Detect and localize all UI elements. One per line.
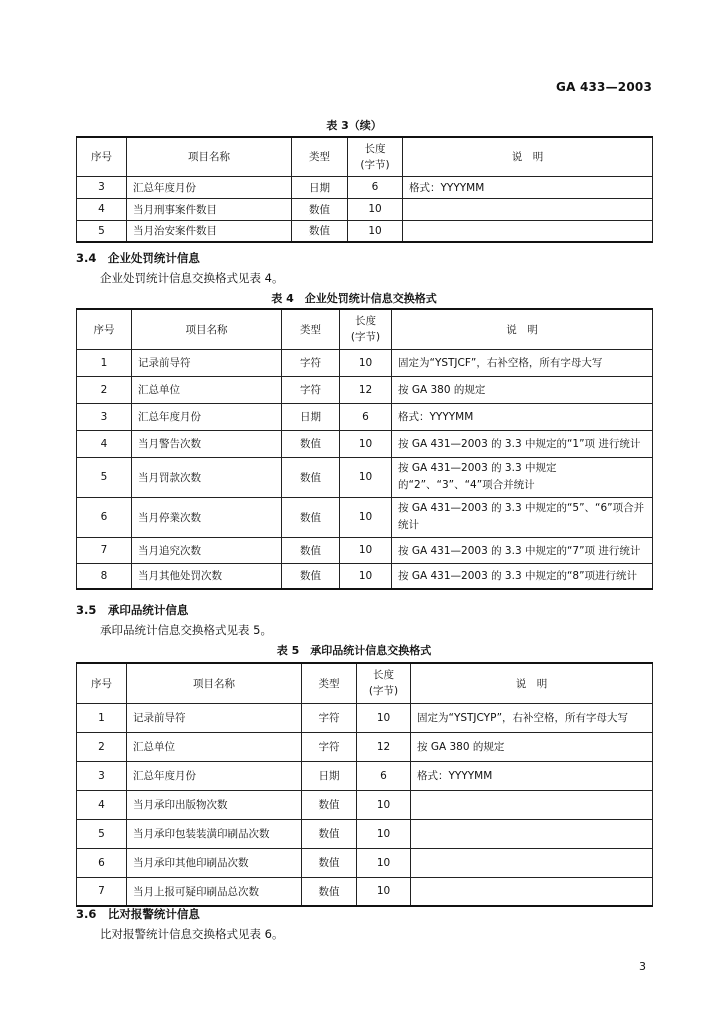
table4: [76, 308, 653, 590]
table-row: 7 当月上报可疑印刷品总次数 数值 10: [77, 877, 653, 906]
table-row: 4 当月承印出版物次数 数值 10: [77, 790, 653, 819]
table-row: 8 当月其他处罚次数 数值 10 按 GA 431—2003 的 3.3 中规定的“8”项进行统计: [77, 563, 653, 589]
section-3-4-heading: 3.4 企业处罚统计信息: [76, 251, 200, 265]
table-row: 4 当月刑事案件数目 数值 10: [77, 198, 653, 220]
col-name-header: 项目名称: [127, 137, 292, 176]
section-3-6-heading: 3.6 比对报警统计信息: [76, 907, 200, 921]
col-seq-header: 序号: [77, 663, 127, 703]
table-row: 7 当月追究次数 数值 10 按 GA 431—2003 的 3.3 中规定的“7”项 进行统计: [77, 537, 653, 563]
table-row: 1 记录前导符 字符 10 固定为“YSTJCYP”，右补空格，所有字母大写: [77, 703, 653, 732]
table-row: 6 当月承印其他印刷品次数 数值 10: [77, 848, 653, 877]
table-row: 2 汇总单位 字符 12 按 GA 380 的规定: [77, 376, 653, 403]
table4-header-row: [77, 309, 653, 349]
section-3-4-text: 企业处罚统计信息交换格式见表 4。: [100, 271, 284, 285]
table-row: 2 汇总单位 字符 12 按 GA 380 的规定: [77, 732, 653, 761]
table-row: 3 汇总年度月份 日期 6 格式：YYYYMM: [77, 403, 653, 430]
table3-caption: 表 3（续）: [326, 119, 382, 132]
col-desc-header: 说 明: [392, 309, 653, 349]
col-name-header: 项目名称: [127, 663, 302, 703]
table-row: 5 当月罚款次数 数值 10 按 GA 431—2003 的 3.3 中规定的“2”、“3”、“4”项合并统计: [77, 457, 653, 497]
section-3-5-heading: 3.5 承印品统计信息: [76, 603, 189, 617]
col-type-header: 类型: [282, 309, 340, 349]
page-number: 3: [639, 960, 646, 973]
table3: [76, 136, 653, 243]
table-row: 6 当月停業次数 数值 10 按 GA 431—2003 的 3.3 中规定的“5”、“6”项合并统计: [77, 497, 653, 537]
table-row: 4 当月警告次数 数值 10 按 GA 431—2003 的 3.3 中规定的“1”项 进行统计: [77, 430, 653, 457]
col-name-header: 项目名称: [132, 309, 282, 349]
col-length-header: 长度 (字节): [340, 309, 392, 349]
table-row: 5 当月承印包装装潢印刷品次数 数值 10: [77, 819, 653, 848]
table-row: 3 汇总年度月份 日期 6 格式：YYYYMM: [77, 761, 653, 790]
table5-caption: 表 5 承印品统计信息交换格式: [276, 644, 432, 657]
col-type-header: 类型: [292, 137, 348, 176]
col-seq-header: 序号: [77, 137, 127, 176]
standard-code: GA 433—2003: [556, 80, 652, 94]
table-row: 5 当月治安案件数目 数值 10: [77, 220, 653, 242]
table5: [76, 662, 653, 907]
col-type-header: 类型: [302, 663, 357, 703]
table-row: 3 汇总年度月份 日期 6 格式：YYYYMM: [77, 176, 653, 198]
table5-header-row: [77, 663, 653, 703]
col-desc-header: 说 明: [403, 137, 653, 176]
section-3-5-text: 承印品统计信息交换格式见表 5。: [100, 623, 272, 637]
col-desc-header: 说 明: [411, 663, 653, 703]
table3-header-row: [77, 137, 653, 176]
col-length-header: 长度 (字节): [348, 137, 403, 176]
section-3-6-text: 比对报警统计信息交换格式见表 6。: [100, 927, 284, 941]
table-row: 1 记录前导符 字符 10 固定为“YSTJCF”，右补空格，所有字母大写: [77, 349, 653, 376]
col-seq-header: 序号: [77, 309, 132, 349]
table4-caption: 表 4 企业处罚统计信息交换格式: [271, 292, 437, 305]
col-length-header: 长度 (字节): [357, 663, 411, 703]
